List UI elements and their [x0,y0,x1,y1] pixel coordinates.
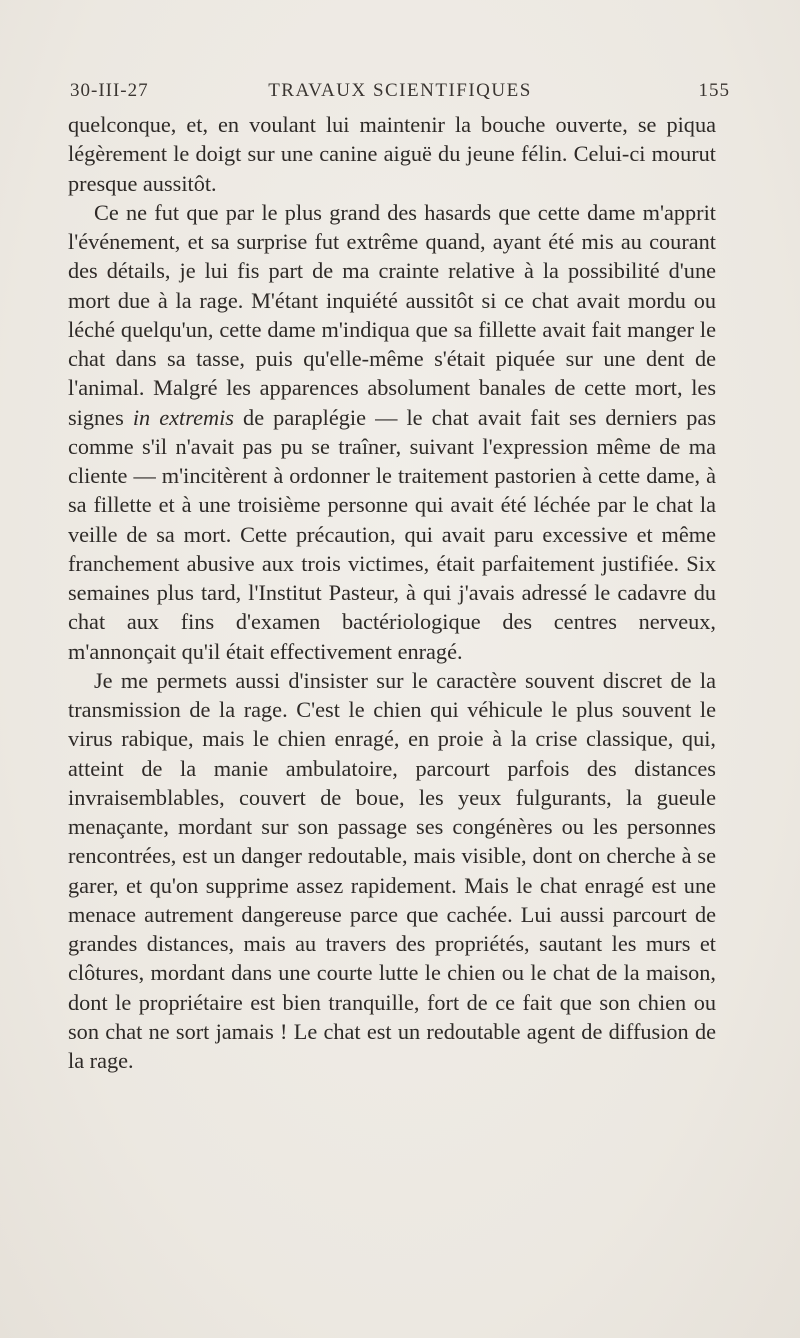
paragraph-1-text: quelconque, et, en voulant lui maintenir la bouche ouverte, se piqua légèrement le doigt sur une canine aiguë du jeune félin. Celui-ci mourut presque aussitôt. [68,112,716,196]
paragraph-2-text-end: de paraplégie — le chat avait fait ses derniers pas comme s'il n'avait pas pu se traîner, suivant l'expression même de ma cliente — m'incitèrent à ordonner le traitement pastorien à cette dame, à sa fillette et à une troisième personne qui avait été léchée par le chat la veille de sa mort. Cette précaution, qui avait paru excessive et même franchement abusive aux trois victimes, était parfaitement justifiée. Six semaines plus tard, l'Institut Pasteur, à qui j'avais adressé le cadavre du chat aux fins d'examen bactériologique des centres nerveux, m'annonçait qu'il était effectivement enragé. [68,404,717,664]
paragraph-3-text: Je me permets aussi d'insister sur le caractère souvent discret de la transmission de la rage. C'est le chien qui véhicule le plus souvent le virus rabique, mais le chien enragé, en proie à la crise classique, qui, atteint de la manie ambulatoire, parcourt parfois des distances invraisemblables, couvert de boue, les yeux fulgurants, la gueule menaçante, mordant sur son passage ses congénères ou les personnes rencontrées, est un danger redoutable, mais visible, dont on cherche à se garer, et qu'on supprime assez rapidement. Mais le chat enragé est une menace autrement dangereuse parce que cachée. Lui aussi parcourt de grandes distances, mais au travers des propriétés, sautant les murs et clôtures, mordant dans une courte lutte le chien ou le chat de la maison, dont le propriétaire est bien tranquille, fort de ce fait que son chien ou son chat ne sort jamais ! Le chat est un redoutable agent de diffusion de la rage. [68,667,716,1073]
header-date: 30-III-27 [70,80,149,101]
paragraph-1 [68,110,716,198]
header-section-title: TRAVAUX SCIENTIFIQUES [268,80,532,101]
paragraph-2 [68,198,716,666]
paragraph-3 [68,666,716,1076]
paragraph-2-text-start: Ce ne fut que par le plus grand des hasards que cette dame m'apprit l'événement, et sa surprise fut extrême quand, ayant été mis au courant des détails, je lui fis part de ma crainte relative à la possibilité d'une mort due à la rage. M'étant inquiété aussitôt si ce chat avait mordu ou léché quelqu'un, cette dame m'indiqua que sa fillette avait fait manger le chat dans sa tasse, puis qu'elle-même s'était piquée sur une dent de l'animal. Malgré les apparences absolument banales de cette mort, les signes [68,199,716,430]
paragraph-2-italic-term: in extremis [132,404,234,430]
page-number: 155 [698,80,730,101]
running-header [70,80,730,110]
body-text [68,110,716,1075]
